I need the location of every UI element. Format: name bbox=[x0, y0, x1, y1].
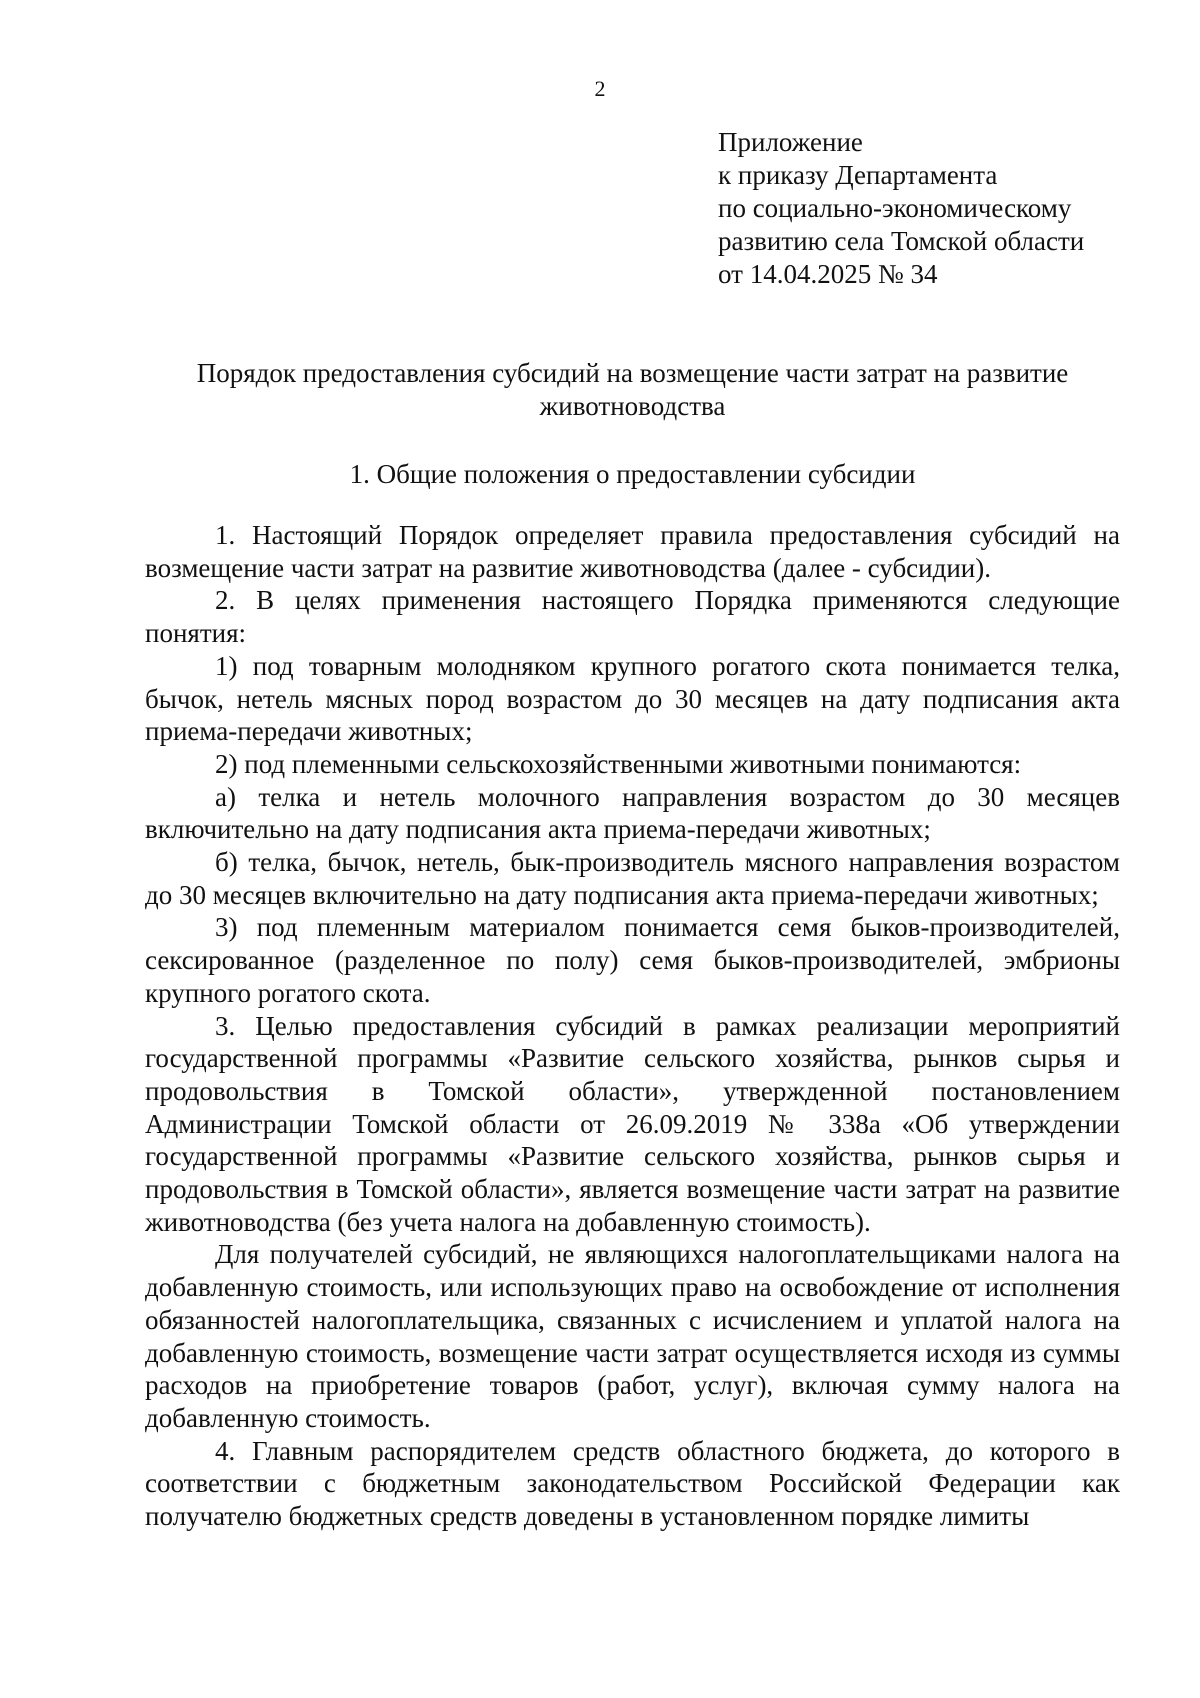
paragraph: 1) под товарным молодняком крупного рогатого скота понимается телка, бычок, нетель мясных пород возрастом до 30 месяцев на дату подписания акта приема-передачи животных; bbox=[145, 650, 1120, 747]
appendix-line: по социально-экономическому bbox=[718, 193, 1072, 223]
appendix-line: от 14.04.2025 № 34 bbox=[718, 259, 938, 289]
appendix-line: Приложение bbox=[718, 127, 863, 157]
appendix-block bbox=[718, 126, 1158, 291]
page-number: 2 bbox=[594, 76, 606, 101]
paragraph: 2) под племенными сельскохозяйственными животными понимаются: bbox=[215, 748, 1022, 779]
paragraph: а) телка и нетель молочного направления возрастом до 30 месяцев включительно на дату подписания акта приема-передачи животных; bbox=[145, 781, 1120, 845]
appendix-line: к приказу Департамента bbox=[718, 160, 998, 190]
document-body bbox=[145, 519, 1120, 1533]
paragraph: 1. Настоящий Порядок определяет правила предоставления субсидий на возмещение части затрат на развитие животноводства (далее - субсидии). bbox=[145, 520, 1120, 583]
document-title: Порядок предоставления субсидий на возмещение части затрат на развитие животноводства bbox=[196, 358, 1069, 421]
paragraph: 3. Целью предоставления субсидий в рамках реализации мероприятий государственной программы «Развитие сельского хозяйства, рынков сырья и продовольствия в Томской области», утвержденной постановлением Администрации Томской области от 26.09.2019 № 338а «Об утверждении государственной программы «Развитие сельского хозяйства, рынков сырья и продовольствия в Томской области», является возмещение части затрат на развитие животноводства (без учета налога на добавленную стоимость). bbox=[145, 1010, 1120, 1237]
paragraph: 4. Главным распорядителем средств областного бюджета, до которого в соответствии с бюджетным законодательством Российской Федерации как получателю бюджетных средств доведены в установленном порядке лимиты bbox=[145, 1435, 1120, 1532]
section-heading: 1. Общие положения о предоставлении субсидии bbox=[349, 459, 916, 489]
appendix-line: развитию села Томской области bbox=[718, 226, 1085, 256]
paragraph: 3) под племенным материалом понимается семя быков-производителей, сексированное (разделенное по полу) семя быков-производителей, эмбрионы крупного рогатого скота. bbox=[145, 912, 1120, 1008]
paragraph: 2. В целях применения настоящего Порядка применяются следующие понятия: bbox=[145, 585, 1120, 649]
paragraph: Для получателей субсидий, не являющихся налогоплательщиками налога на добавленную стоимость, или использующих право на освобождение от исполнения обязанностей налогоплательщика, связанных с исчислением и уплатой налога на добавленную стоимость, возмещение части затрат осуществляется исходя из суммы расходов на приобретение товаров (работ, услуг), включая сумму налога на добавленную стоимость. bbox=[145, 1239, 1120, 1433]
paragraph: б) телка, бычок, нетель, бык-производитель мясного направления возрастом до 30 месяцев включительно на дату подписания акта приема-передачи животных; bbox=[145, 847, 1120, 910]
